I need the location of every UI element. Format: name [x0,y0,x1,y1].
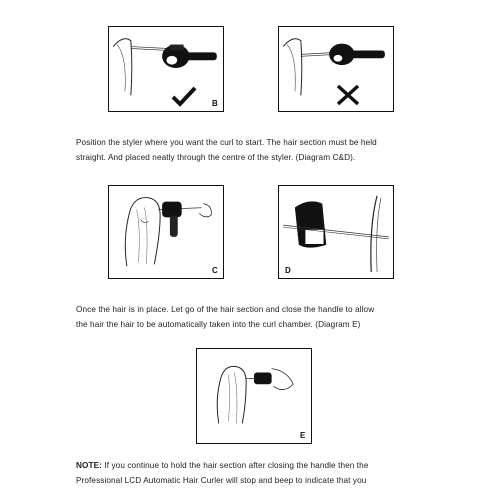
diagram-e-illustration [197,349,311,443]
diagram-d-illustration [279,186,393,278]
diagram-d [278,185,394,279]
diagram-c [108,185,224,279]
note-line-1-text: If you continue to hold the hair section after closing the handle then the [101,461,369,470]
note-line-2: Professional LCD Automatic Hair Curler will stop and beep to indicate that you [76,476,367,485]
diagram-c-label: C [212,266,218,275]
instruction-2-line-2: the hair the hair to be automatically taken into the curl chamber. (Diagram E) [76,320,361,329]
instruction-1-line-2: straight. And placed neatly through the centre of the styler. (Diagram C&D). [76,153,356,162]
note-label: NOTE: [76,461,102,470]
diagram-b-label: B [212,99,218,108]
check-icon [171,85,197,107]
diagram-b-illustration [109,27,223,111]
instruction-1-line-1: Position the styler where you want the curl to start. The hair section must be held [76,138,377,147]
diagram-e-label: E [300,431,306,440]
instruction-paragraph-2 [76,302,476,332]
diagram-d-label: D [285,266,291,275]
diagram-c-illustration [109,186,223,278]
note-line-1 [76,458,476,473]
diagram-b [108,26,224,112]
diagram-e [196,348,312,444]
diagram-incorrect [278,26,394,112]
instruction-2-line-1: Once the hair is in place. Let go of the hair section and close the handle to allow [76,305,375,314]
instruction-paragraph-1 [76,135,476,165]
note-paragraph [76,458,476,488]
cross-icon [335,83,361,107]
